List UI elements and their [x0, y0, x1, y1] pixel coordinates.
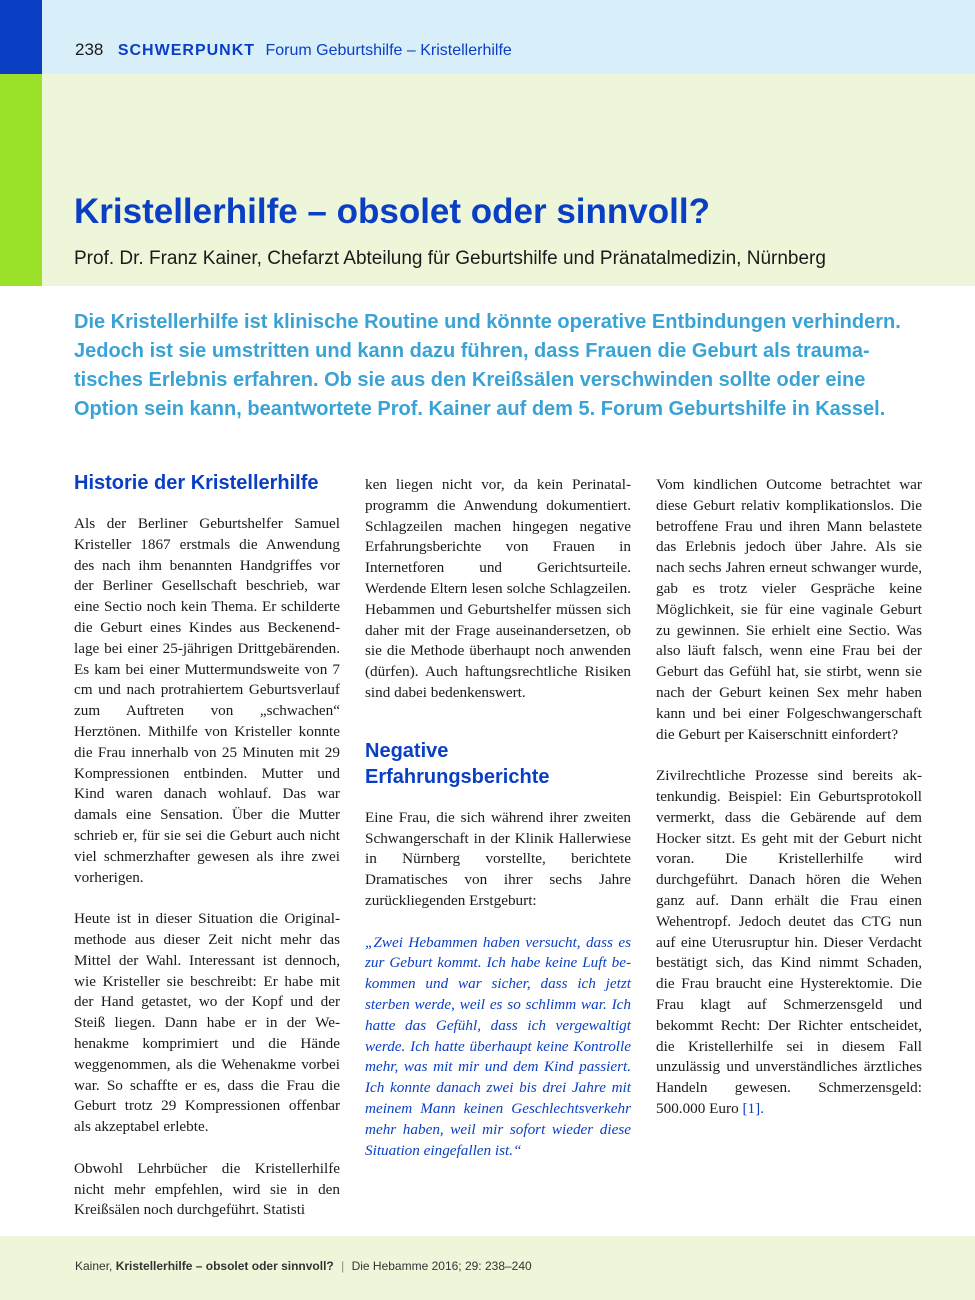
body-text: Zivilrechtliche Prozesse sind bereits aktenkundig. Beispiel: Ein Geburtsprotokoll vermerkt, dass die Gebärende auf dem Hocker sitzt. Es geht mit der Geburt nicht voran. Die Kristellerhilfe wird durchgeführt. Danach hören die Wehen ganz auf. Dann erhält die Frau einen Wehentropf. Jedoch deutet das CTG nun auf eine Uterusruptur hin. Dieser Verdacht bestätigt sich, das Kind nimmt Schaden, die Frau braucht eine Hysterektomie. Die Frau klagt auf Schmerzensgeld und bekommt Recht: Der Richter entscheidet, die Kristellerhilfe sei in diesem Fall unzulässig und unverständliches ärztliches Handeln gewesen. Schmerzensgeld: 500.000 Euro [656, 767, 922, 1117]
body-paragraph: ken liegen nicht vor, da kein Perinatalprogramm die Anwendung dokumentiert. Schlagzeilen machen hingegen negative Erfahrungsberichte von Frauen in Internetforen und Gerichtsurteile. Werdende Eltern lesen solche Schlagzeilen. Hebammen und Geburtshelfer müssen sich daher mit der Frage auseinandersetzen, ob sie die Methode überhaupt noch anwenden (dürfen). Auch haftungsrechtliche Risiken sind dabei bedenkenswert. [365, 476, 631, 701]
footer-author: Kainer, [75, 1259, 113, 1273]
body-paragraph: Obwohl Lehrbücher die Kristellerhilfe nicht mehr empfehlen, wird sie in den Kreißsälen noch durchgeführt. Statisti [74, 1159, 340, 1219]
body-paragraph [656, 766, 922, 1120]
subsection-label: Forum Geburtshilfe – Kristellerhilfe [265, 42, 512, 59]
footer-citation [75, 1258, 532, 1274]
body-paragraph: Vom kindlichen Outcome betrachtet war diese Geburt relativ komplikationslos. Die betroffene Frau und ihren Mann belastete das Erlebnis jedoch über Jahre. Als sie nach sechs Jahren erneut schwanger wurde, gab es trotz vieler Gespräche keine Möglichkeit, sie für eine vaginale Geburt zu gewinnen. Sie erhielt eine Sectio. Was also läuft falsch, wenn eine Frau bei der Geburt das Gefühl hat, sie stirbt, wenn sie nach der Geburt keinen Sex mehr haben kann und bei einer Folgeschwangerschaft die Geburt per Kaiserschnitt einfordert? [656, 476, 922, 743]
lead-line: Option sein kann, beantwortete Prof. Kainer auf dem 5. Forum Geburtshilfe in Kassel. [74, 398, 886, 420]
testimonial-quote: „Zwei Hebammen haben versucht, dass es zur Geburt kommt. Ich habe keine Luft bekommen und war sicher, dass ich jetzt sterben werde, weil es so schlimm war. Ich hatte das Gefühl, dass ich vergewaltigt werde. Ich hatte überhaupt keine Kontrolle mehr, was mit mir und dem Kind passiert. Ich konnte danach zwei bis drei Jahre mit meinem Mann keinen Geschlechtsverkehr mehr haben, weil mir sofort wieder diese Situation eingefallen ist.“ [365, 933, 631, 1159]
page-number: 238 [75, 40, 104, 59]
footer-journal: Die Hebamme 2016; 29: 238–240 [351, 1259, 532, 1273]
body-paragraph: Eine Frau, die sich während ihrer zweiten Schwangerschaft in der Klinik Hallerwiese in Nürnberg vorstellte, berichtete Dramatisches von ihrer sechs Jahre zurückliegenden Erstgeburt: [365, 808, 631, 909]
article-title: Kristellerhilfe – obsolet oder sinnvoll? [74, 192, 710, 231]
header-band [0, 0, 975, 74]
lead-line: tisches Erlebnis erfahren. Ob sie aus den Kreißsälen verschwinden sollte oder eine [74, 369, 866, 391]
heading-line: Negative [365, 739, 449, 762]
text-column-1 [74, 470, 340, 1221]
lead-paragraph [74, 308, 904, 424]
reference-link[interactable]: [1]. [742, 1099, 764, 1117]
body-paragraph: Als der Berliner Geburtshelfer Samuel Kristeller 1867 erstmals die Anwendung des nach ihm benannten Handgriffes vor der Berliner Gesellschaft beschrieb, war eine Sectio noch kein Thema. Er schilderte die Geburt eines Kindes aus Beckenendlage bei einer 25-jährigen Drittgebärenden. Es kam bei einer Muttermundsweite von 7 cm und nach protrahiertem Geburtsverlauf zum Auftreten von „schwachen“ Herztönen. Mithilfe von Kristeller konnte die Frau innerhalb von 25 Minuten mit 29 Kompressionen entbinden. Mutter und Kind waren danach wohlauf. Das war damals eine Sensation. Über die Mutter schrieb er, für sie sei die Geburt auch nicht viel schmerzhafter gewesen als ihre zwei vorherigen. [74, 515, 340, 886]
lead-line: Jedoch ist sie umstritten und kann dazu führen, dass Frauen die Geburt als trauma- [74, 340, 870, 362]
footer-title: Kristellerhilfe – obsolet oder sinnvoll? [115, 1259, 334, 1273]
article-author: Prof. Dr. Franz Kainer, Chefarzt Abteilung für Geburtshilfe und Pränatalmedizin, Nürnberg [74, 248, 826, 269]
header-accent-bar [0, 0, 42, 74]
footer-separator: | [341, 1259, 345, 1273]
heading-line: Erfahrungsberichte [365, 765, 550, 788]
section-label: SCHWERPUNKT [117, 42, 256, 59]
body-paragraph: Heute ist in dieser Situation die Originalmethode aus dieser Zeit nicht mehr das Mittel der Wahl. Interessant ist dennoch, wie Kristeller sie beschreibt: Er habe mit der Hand getastet, wo der Kopf und der Steiß liegen. Dann habe er in der Wehenakme komprimiert und die Hände weggenommen, als die Wehenakme vorbei war. So schaffte er es, dass die Frau die Geburt trotz 29 Kompressionen offenbar als akzeptabel erlebte. [74, 910, 340, 1136]
title-accent-bar [0, 74, 42, 286]
text-column-2 [365, 475, 631, 1161]
lead-line: Die Kristellerhilfe ist klinische Routine und könnte operative Entbindungen verhindern. [74, 311, 901, 333]
text-column-3 [656, 475, 922, 1120]
section-heading-negative [365, 738, 631, 790]
running-header [75, 40, 512, 61]
section-heading-historie: Historie der Kristellerhilfe [74, 472, 319, 494]
